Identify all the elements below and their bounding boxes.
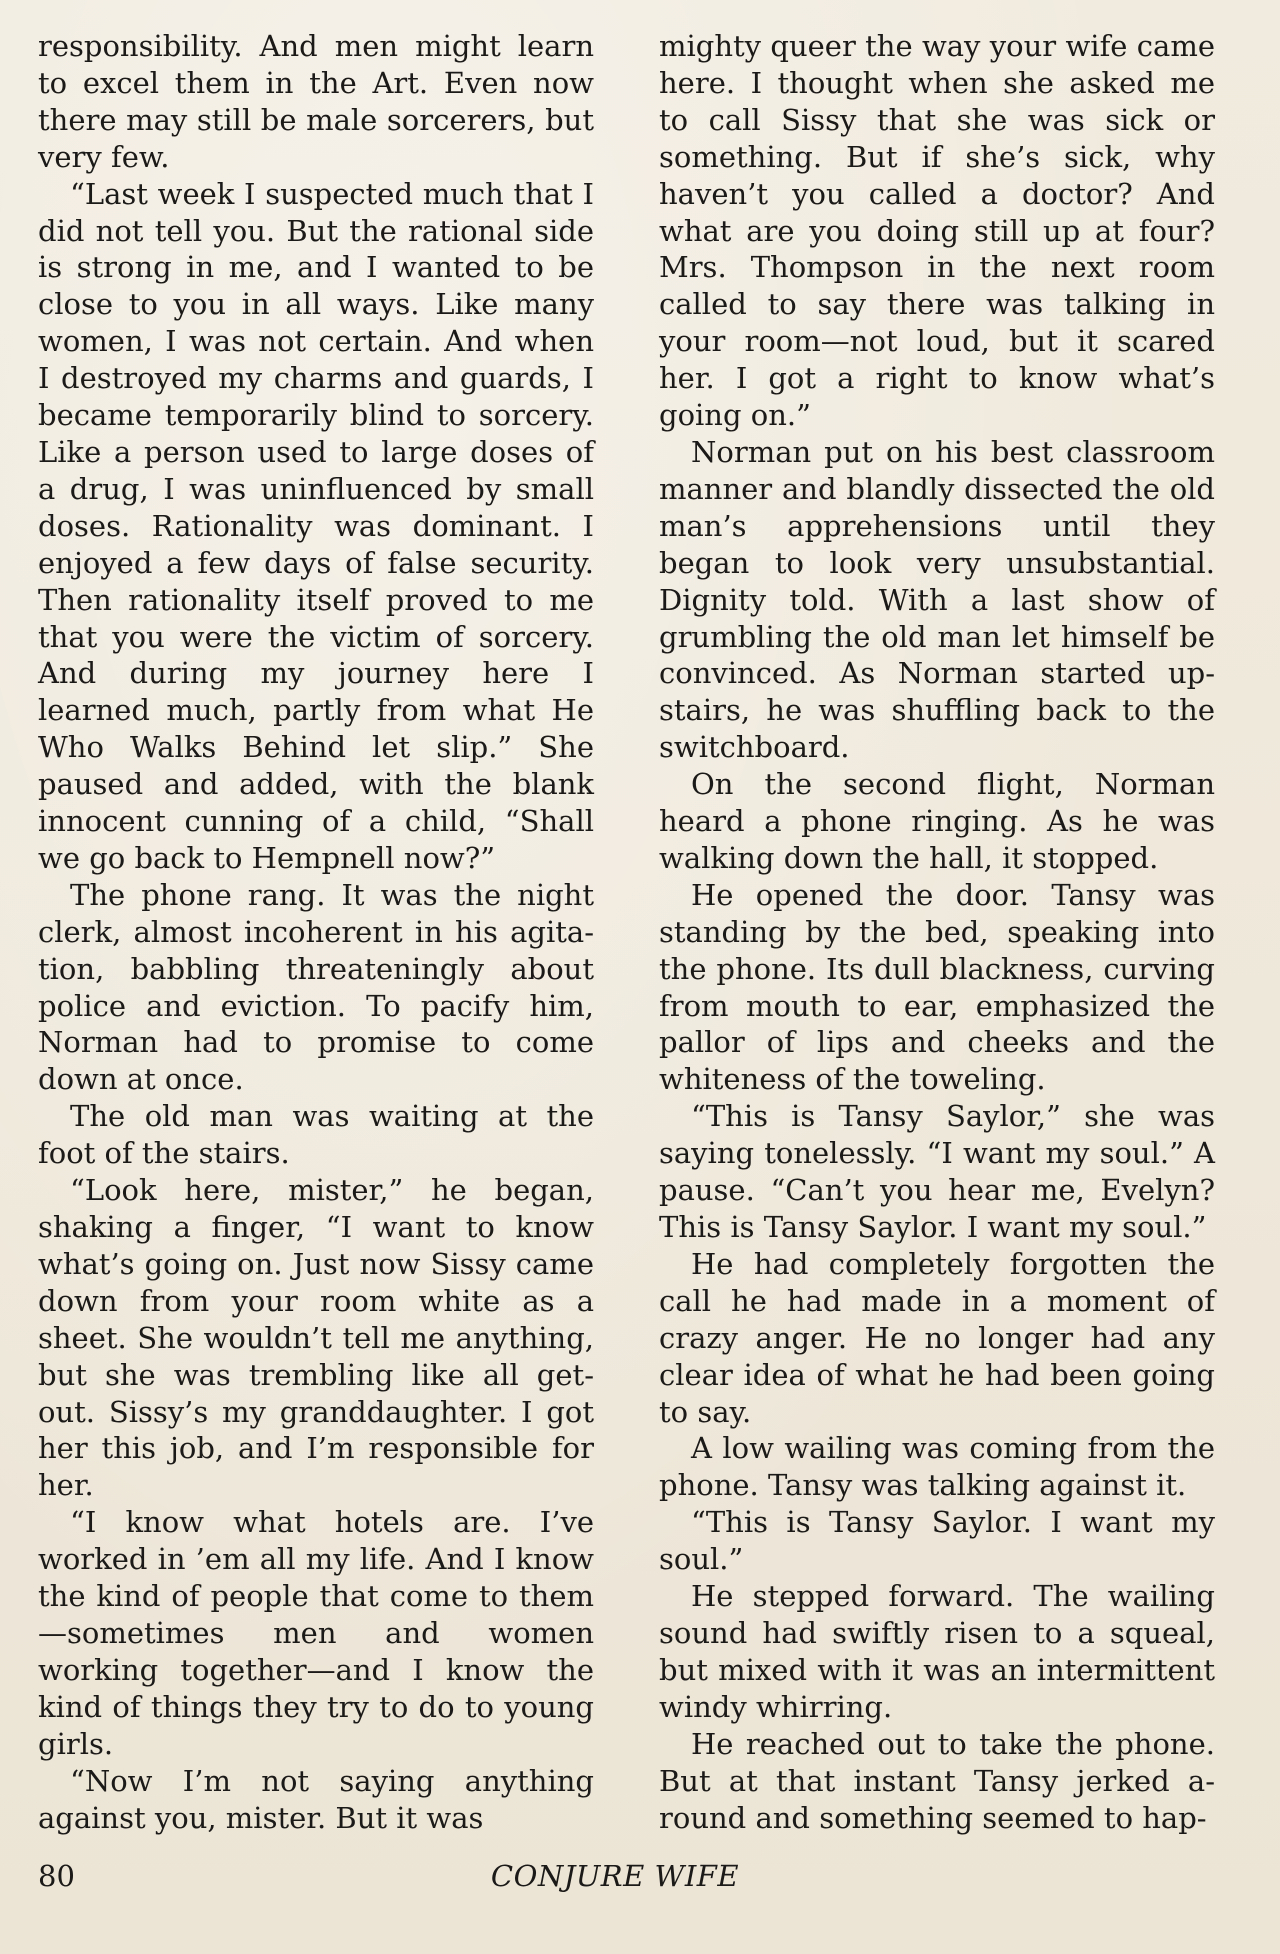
paragraph: The phone rang. It was the night clerk, almost incoherent in his agitation, babbling threateningly about police and eviction. To pacify him, Norman had to promise to come down at once.	[38, 877, 594, 1097]
paragraph: responsibility. And men might learn to excel them in the Art. Even now there may still be male sorcerers, but very few.	[38, 29, 594, 174]
running-title: CONJURE WIFE	[490, 1859, 740, 1893]
paragraph: He opened the door. Tansy was standing by the bed, speaking into the phone. Its dull blackness, curving from mouth to ear, emphasized the pallor of lips and cheeks and the whiteness of the toweling.	[659, 877, 1215, 1097]
paragraph: He had completely forgotten the call he had made in a moment of crazy anger. He no longer had any clear idea of what he had been going to say.	[659, 1246, 1215, 1429]
right-text-column	[659, 28, 1215, 1836]
paragraph: “Look here, mister,” he began, shaking a finger, “I want to know what’s going on. Just now Sissy came down from your room white as a sheet. She wouldn’t tell me anything, but she was trembling like all get-out. Sissy’s my granddaughter. I got her this job, and I’m responsible for her.	[38, 1173, 594, 1503]
paragraph: A low wailing was coming from the phone. Tansy was talking against it.	[659, 1431, 1215, 1503]
page-number: 80	[38, 1859, 75, 1893]
paragraph: The old man was waiting at the foot of the stairs.	[38, 1099, 594, 1171]
left-text-column	[38, 28, 594, 1836]
paragraph: On the second flight, Norman heard a phone ringing. As he was walking down the hall, it stopped.	[659, 767, 1215, 875]
paragraph: “I know what hotels are. I’ve worked in ’em all my life. And I know the kind of people that come to them—sometimes men and women working together—and I know the kind of things they try to do to young girls.	[38, 1505, 594, 1761]
paragraph: He reached out to take the phone. But at that instant Tansy jerked around and something seemed to hap-	[659, 1726, 1215, 1835]
paragraph: “Last week I suspected much that I did not tell you. But the rational side is strong in me, and I wanted to be close to you in all ways. Like many women, I was not certain. And when I destroyed my charms and guards, I became temporarily blind to sorcery. Like a person used to large doses of a drug, I was uninfluenced by small doses. Rationality was dominant. I enjoyed a few days of false security. Then rationality itself proved to me that you were the victim of sorcery. And during my journey here I learned much, partly from what He Who Walks Behind let slip.” She paused and added, with the blank innocent cunning of a child, “Shall we go back to Hempnell now?”	[38, 176, 594, 875]
paragraph: mighty queer the way your wife came here. I thought when she asked me to call Sissy that she was sick or something. But if she’s sick, why haven’t you called a doctor? And what are you doing still up at four? Mrs. Thompson in the next room called to say there was talking in your room—not loud, but it scared her. I got a right to know what’s going on.”	[659, 29, 1215, 433]
paragraph: Norman put on his best classroom manner and blandly dissected the old man’s apprehensions until they began to look very unsubstantial. Dignity told. With a last show of grumbling the old man let himself be convinced. As Norman started upstairs, he was shuffling back to the switchboard.	[659, 434, 1215, 765]
paragraph: “Now I’m not saying anything against you, mister. But it was	[38, 1763, 594, 1835]
paragraph: He stepped forward. The wailing sound had swiftly risen to a squeal, but mixed with it was an intermittent windy whirring.	[659, 1579, 1215, 1724]
paragraph: “This is Tansy Saylor,” she was saying tonelessly. “I want my soul.” A pause. “Can’t you hear me, Evelyn? This is Tansy Saylor. I want my soul.”	[659, 1099, 1215, 1244]
paragraph: “This is Tansy Saylor. I want my soul.”	[659, 1505, 1215, 1577]
